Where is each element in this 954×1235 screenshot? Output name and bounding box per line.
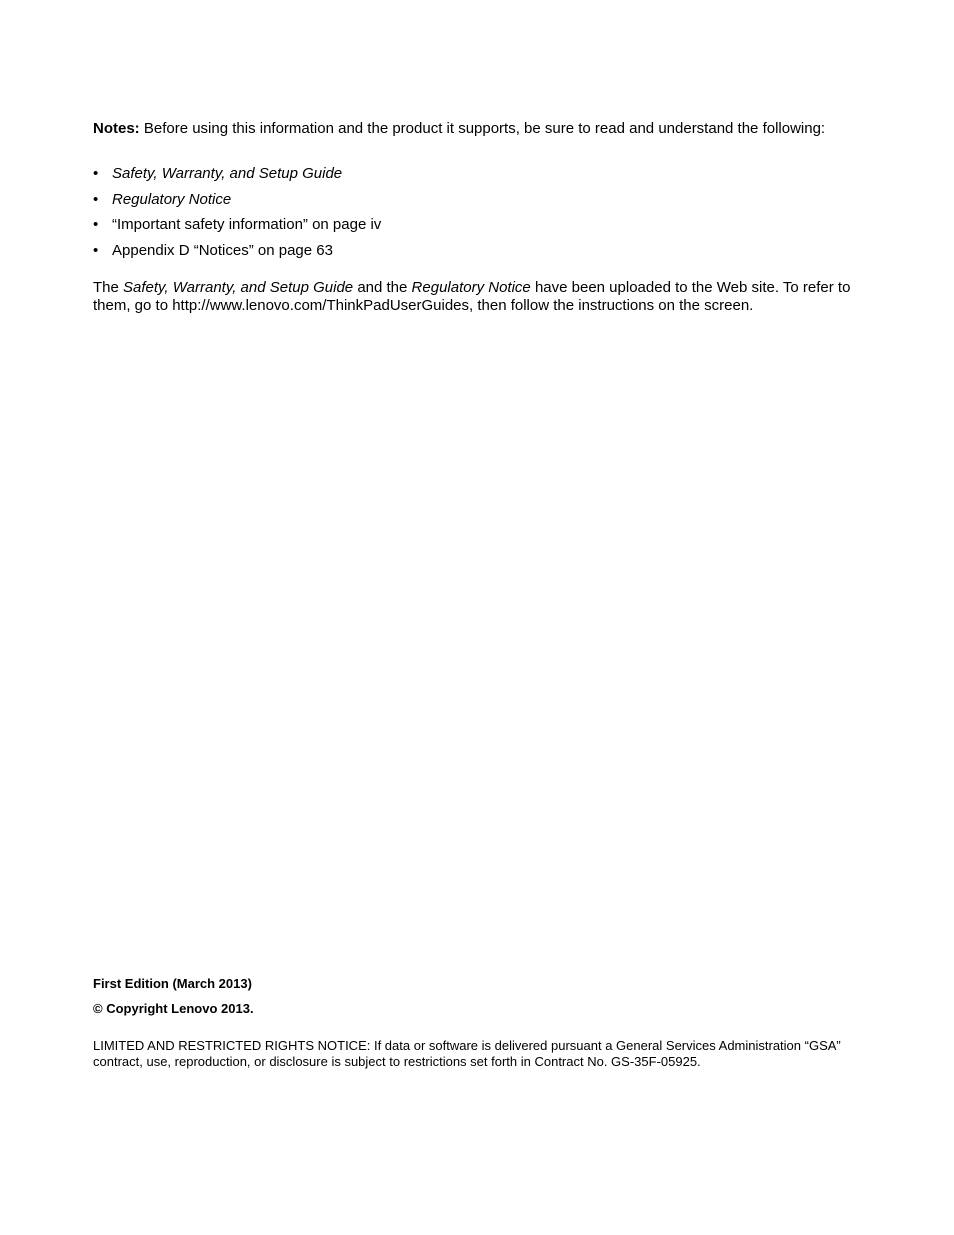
restricted-rights-notice: LIMITED AND RESTRICTED RIGHTS NOTICE: If data or software is delivered pursuant a General Services Administration “GSA” contract, use, reproduction, or disclosure is subject to restrictions set forth in Contract No. GS-35F-05925. bbox=[93, 1038, 841, 1069]
list-item bbox=[93, 242, 381, 260]
bullet-glyph: • bbox=[93, 216, 99, 233]
web-para-text: have been uploaded to the Web site. To refer to them, go to http://www.lenovo.com/ThinkPadUserGuides, then follow the instructions on the screen. bbox=[93, 279, 851, 314]
list-item-text: Regulatory Notice bbox=[112, 190, 232, 208]
notes-bullet-list bbox=[93, 165, 381, 267]
list-item bbox=[93, 191, 381, 209]
edition-line: First Edition (March 2013) bbox=[93, 976, 252, 991]
list-item-text: Appendix D “Notices” on page 63 bbox=[112, 241, 333, 259]
list-item bbox=[93, 165, 381, 183]
bullet-glyph: • bbox=[93, 190, 99, 208]
notes-label: Notes: bbox=[93, 120, 140, 137]
web-para-guide-title: Safety, Warranty, and Setup Guide bbox=[123, 279, 354, 296]
list-item bbox=[93, 216, 381, 234]
web-para-notice-title: Regulatory Notice bbox=[411, 279, 531, 296]
copyright-line: © Copyright Lenovo 2013. bbox=[93, 1001, 254, 1016]
web-site-paragraph bbox=[93, 279, 873, 315]
notes-text: Before using this information and the product it supports, be sure to read and understand the following: bbox=[143, 120, 826, 137]
web-para-text: The bbox=[93, 279, 124, 296]
list-item-text: “Important safety information” on page iv bbox=[112, 216, 382, 233]
web-para-text: and the bbox=[353, 279, 412, 296]
bullet-glyph: • bbox=[93, 241, 99, 259]
bullet-glyph: • bbox=[93, 165, 99, 182]
list-item-text: Safety, Warranty, and Setup Guide bbox=[112, 165, 343, 182]
notes-paragraph bbox=[93, 120, 873, 138]
